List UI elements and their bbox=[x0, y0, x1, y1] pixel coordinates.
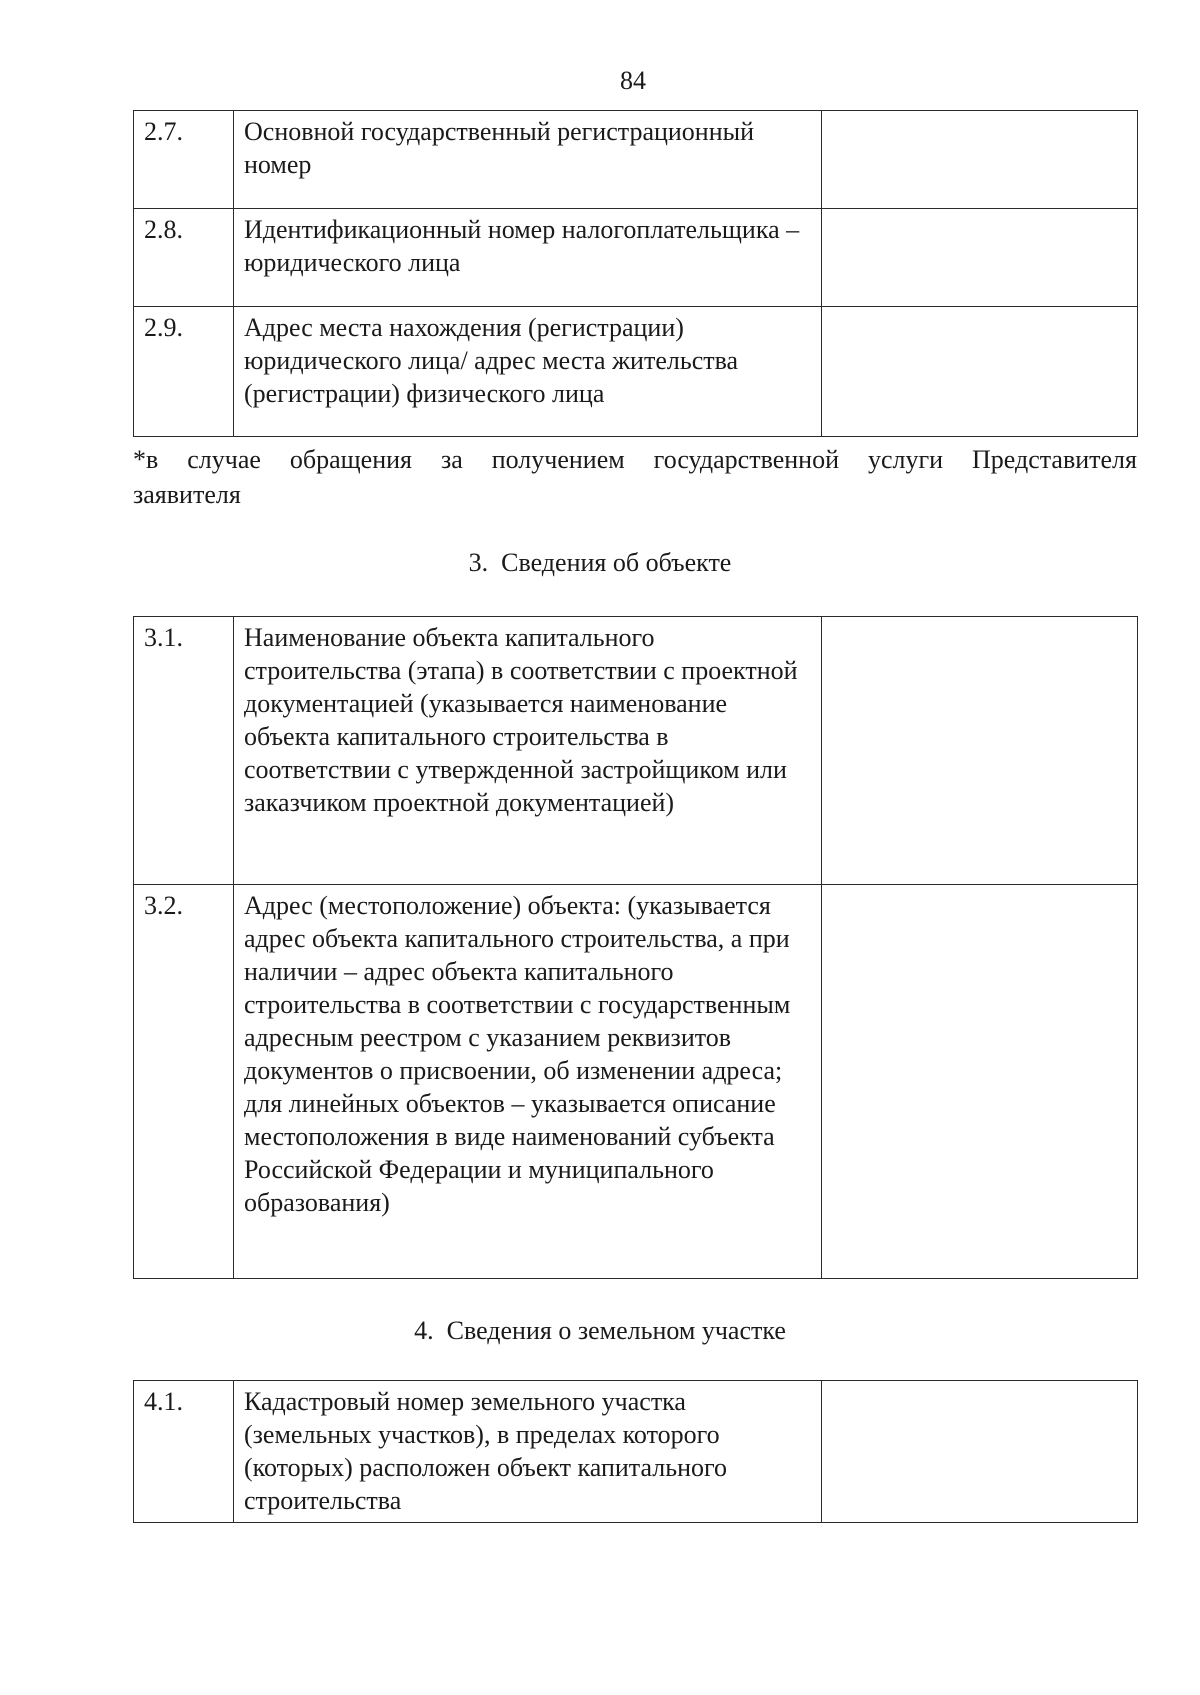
row-value-field[interactable] bbox=[822, 885, 1138, 1279]
table-row bbox=[134, 209, 1138, 307]
page-number: 84 bbox=[620, 66, 646, 95]
row-label: Идентификационный номер налогоплательщика – юридического лица bbox=[234, 209, 822, 307]
row-number: 2.7. bbox=[134, 111, 234, 209]
row-number: 2.8. bbox=[134, 209, 234, 307]
row-value-field[interactable] bbox=[822, 617, 1138, 885]
row-label: Наименование объекта капитального строительства (этапа) в соответствии с проектной документацией (указывается наименование объекта капитального строительства в соответствии с утвержденной застройщиком или заказчиком проектной документацией) bbox=[234, 617, 822, 885]
section-title: Сведения о земельном участке bbox=[446, 1316, 786, 1345]
row-value-field[interactable] bbox=[822, 111, 1138, 209]
row-value-field[interactable] bbox=[822, 1381, 1138, 1523]
table-row bbox=[134, 111, 1138, 209]
section-number: 3. bbox=[468, 548, 489, 577]
row-number: 3.2. bbox=[134, 885, 234, 1279]
row-value-field[interactable] bbox=[822, 209, 1138, 307]
table-row bbox=[134, 617, 1138, 885]
section-title: Сведения об объекте bbox=[501, 548, 732, 577]
row-label: Основной государственный регистрационный номер bbox=[234, 111, 822, 209]
row-label: Адрес места нахождения (регистрации) юридического лица/ адрес места жительства (регистрации) физического лица bbox=[234, 307, 822, 437]
row-number: 2.9. bbox=[134, 307, 234, 437]
row-value-field[interactable] bbox=[822, 307, 1138, 437]
object-details-table bbox=[133, 616, 1138, 1279]
representative-footnote bbox=[133, 442, 1137, 512]
section-number: 4. bbox=[414, 1316, 434, 1345]
row-number: 3.1. bbox=[134, 617, 234, 885]
footnote-line-2: заявителя bbox=[133, 480, 241, 509]
row-label: Адрес (местоположение) объекта: (указывается адрес объекта капитального строительства, а при наличии – адрес объекта капитального строительства в соответствии с государственным адресным реестром с указанием реквизитов документов о присвоении, об изменении адреса; для линейных объектов – указывается описание местоположения в виде наименований субъекта Российской Федерации и муниципального образования) bbox=[234, 885, 822, 1279]
footnote-line-1: *в случае обращения за получением государственной услуги Представителя bbox=[133, 445, 1137, 474]
applicant-details-table bbox=[133, 110, 1138, 437]
table-row bbox=[134, 885, 1138, 1279]
row-label: Кадастровый номер земельного участка (земельных участков), в пределах которого (которых) расположен объект капитального строительства bbox=[234, 1381, 822, 1523]
row-number: 4.1. bbox=[134, 1381, 234, 1523]
section-4-heading bbox=[0, 1316, 1200, 1346]
section-3-heading bbox=[0, 548, 1200, 578]
table-row bbox=[134, 307, 1138, 437]
land-plot-table bbox=[133, 1380, 1138, 1523]
table-row bbox=[134, 1381, 1138, 1523]
